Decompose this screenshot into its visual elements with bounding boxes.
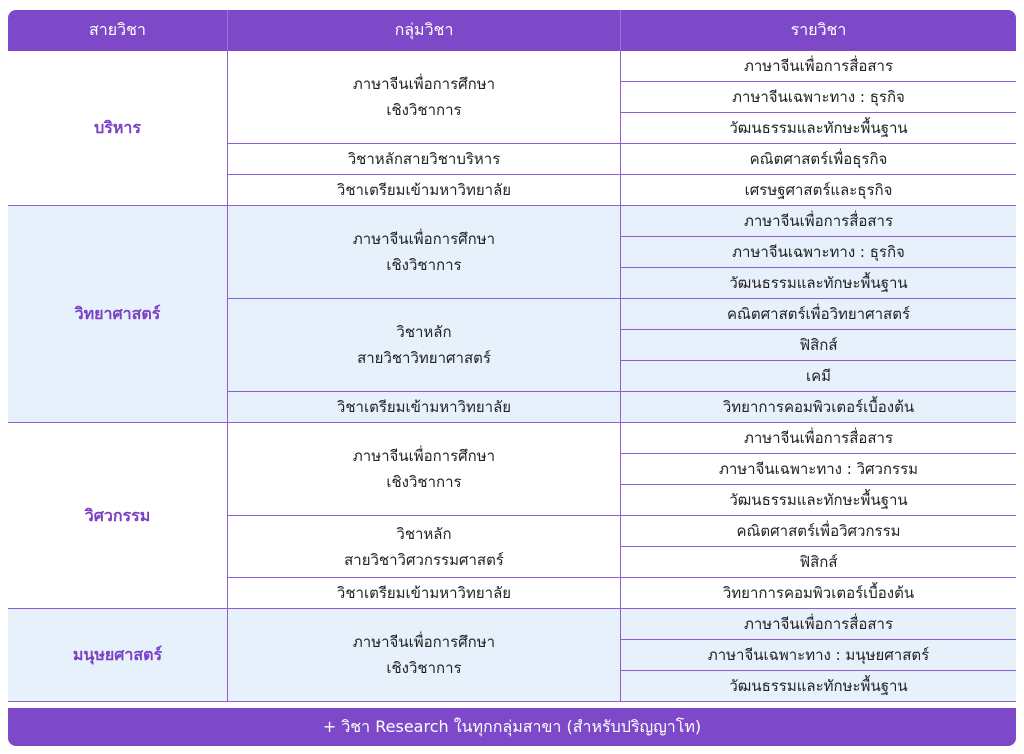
curriculum-table-wrapper	[8, 10, 1016, 702]
group-name-line: วิชาเตรียมเข้ามหาวิทยาลัย	[336, 181, 512, 199]
table-row	[8, 423, 1016, 454]
field-cell: มนุษยศาสตร์	[8, 609, 227, 702]
group-name-line: วิชาหลัก	[396, 524, 452, 543]
field-cell: บริหาร	[8, 51, 227, 206]
group-cell	[227, 516, 620, 578]
group-cell	[227, 299, 620, 392]
curriculum-table	[8, 10, 1016, 702]
group-name-line: วิชาหลักสายวิชาบริหาร	[347, 150, 501, 168]
subject-cell: ภาษาจีนเฉพาะทาง : ธุรกิจ	[620, 82, 1016, 113]
subject-cell: คณิตศาสตร์เพื่อธุรกิจ	[620, 144, 1016, 175]
group-name-line: ภาษาจีนเพื่อการศึกษา	[352, 447, 496, 465]
group-name-line: สายวิชาวิศวกรรมศาสตร์	[344, 550, 504, 569]
group-name-line: วิชาเตรียมเข้ามหาวิทยาลัย	[336, 584, 512, 602]
group-cell	[227, 144, 620, 175]
subject-cell: ภาษาจีนเพื่อการสื่อสาร	[620, 206, 1016, 237]
table-header-row	[8, 10, 1016, 51]
group-name-line: ภาษาจีนเพื่อการศึกษา	[352, 230, 496, 248]
subject-cell: คณิตศาสตร์เพื่อวิศวกรรม	[620, 516, 1016, 547]
subject-cell: วัฒนธรรมและทักษะพื้นฐาน	[620, 671, 1016, 702]
group-name-line: เชิงวิชาการ	[386, 473, 462, 491]
group-cell	[227, 206, 620, 299]
subject-cell: ภาษาจีนเพื่อการสื่อสาร	[620, 51, 1016, 82]
group-cell	[227, 51, 620, 144]
subject-cell: วัฒนธรรมและทักษะพื้นฐาน	[620, 485, 1016, 516]
header-subject: รายวิชา	[620, 10, 1016, 51]
group-name-line: วิชาเตรียมเข้ามหาวิทยาลัย	[336, 398, 512, 416]
subject-cell: ภาษาจีนเฉพาะทาง : มนุษยศาสตร์	[620, 640, 1016, 671]
subject-cell: ฟิสิกส์	[620, 547, 1016, 578]
group-name-line: ภาษาจีนเพื่อการศึกษา	[352, 75, 496, 93]
group-name-line: เชิงวิชาการ	[386, 256, 462, 274]
field-cell: วิทยาศาสตร์	[8, 206, 227, 423]
group-cell	[227, 423, 620, 516]
group-name-line: วิชาหลัก	[396, 323, 452, 341]
table-row	[8, 609, 1016, 640]
group-cell	[227, 175, 620, 206]
table-row	[8, 51, 1016, 82]
group-name-line: สายวิชาวิทยาศาสตร์	[357, 349, 491, 367]
group-name-line: เชิงวิชาการ	[386, 659, 462, 677]
subject-cell: วัฒนธรรมและทักษะพื้นฐาน	[620, 113, 1016, 144]
table-body	[8, 51, 1016, 702]
footer-note-bar	[8, 708, 1016, 746]
subject-cell: เศรษฐศาสตร์และธุรกิจ	[620, 175, 1016, 206]
table-row	[8, 206, 1016, 237]
group-name-line: เชิงวิชาการ	[386, 101, 462, 119]
group-cell	[227, 392, 620, 423]
header-field: สายวิชา	[8, 10, 227, 51]
subject-cell: วัฒนธรรมและทักษะพื้นฐาน	[620, 268, 1016, 299]
subject-cell: ภาษาจีนเพื่อการสื่อสาร	[620, 609, 1016, 640]
subject-cell: ภาษาจีนเพื่อการสื่อสาร	[620, 423, 1016, 454]
subject-cell: ภาษาจีนเฉพาะทาง : ธุรกิจ	[620, 237, 1016, 268]
field-cell: วิศวกรรม	[8, 423, 227, 609]
group-name-line: ภาษาจีนเพื่อการศึกษา	[352, 633, 496, 651]
group-cell	[227, 578, 620, 609]
subject-cell: วิทยาการคอมพิวเตอร์เบื้องต้น	[620, 578, 1016, 609]
subject-cell: วิทยาการคอมพิวเตอร์เบื้องต้น	[620, 392, 1016, 423]
subject-cell: ฟิสิกส์	[620, 330, 1016, 361]
subject-cell: เคมี	[620, 361, 1016, 392]
footer-note: + วิชา Research ในทุกกลุ่มสาขา (สำหรับปริญญาโท)	[322, 716, 702, 736]
subject-cell: ภาษาจีนเฉพาะทาง : วิศวกรรม	[620, 454, 1016, 485]
group-cell	[227, 609, 620, 702]
header-group: กลุ่มวิชา	[227, 10, 620, 51]
subject-cell: คณิตศาสตร์เพื่อวิทยาศาสตร์	[620, 299, 1016, 330]
